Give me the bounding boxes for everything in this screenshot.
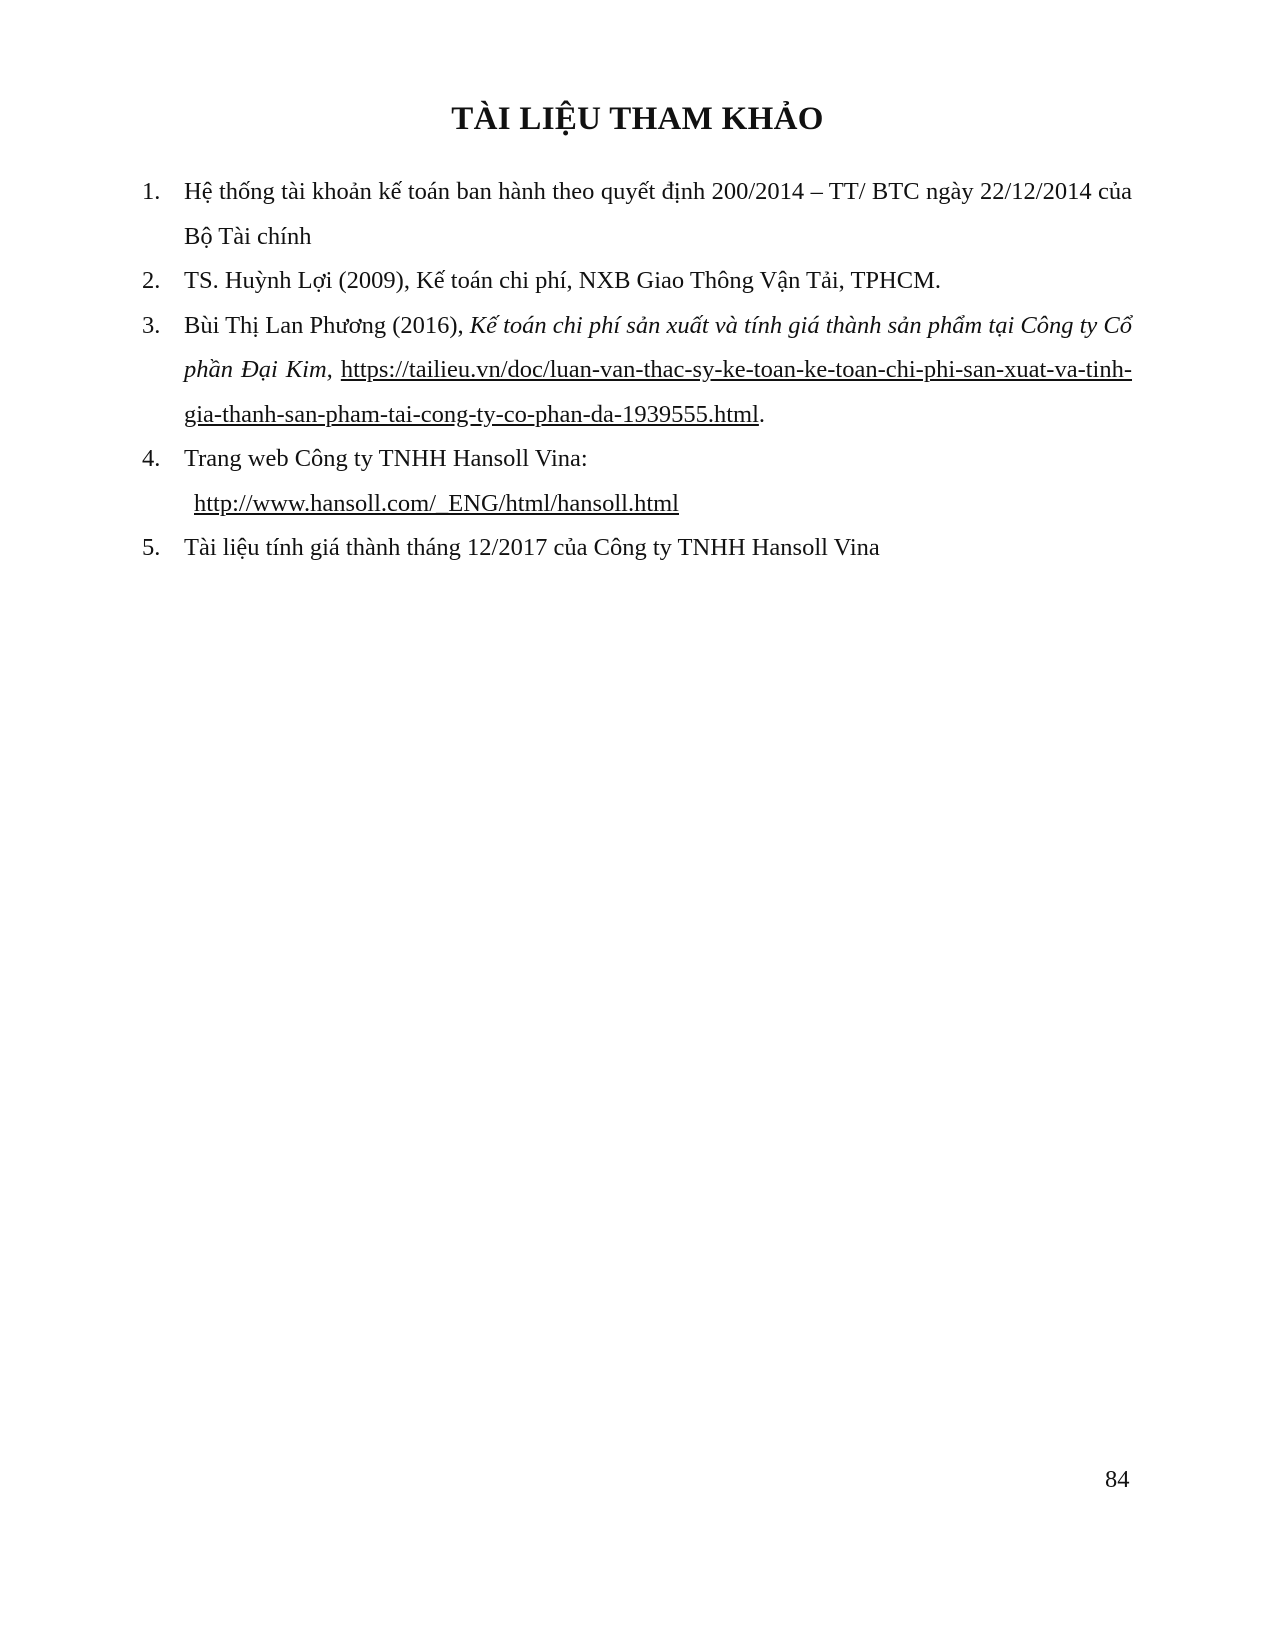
reference-number: 3. — [142, 311, 161, 339]
page-number: 84 — [1105, 1466, 1130, 1493]
reference-number: 4. — [142, 445, 161, 472]
reference-item-2 — [142, 259, 1132, 304]
reference-end-punct: . — [758, 400, 766, 428]
reference-text: TS. Huỳnh Lợi (2009), Kế toán chi phí, NXB Giao Thông Vận Tải, TPHCM. — [184, 267, 941, 294]
page-title: TÀI LIỆU THAM KHẢO — [451, 101, 824, 137]
reference-author: Bùi Thị Lan Phương (2016), — [184, 311, 464, 339]
reference-title: Kế toán chi phí sản xuất và tính giá thành sản phẩm tại Công ty Cổ phần Đại Kim, — [184, 311, 1132, 383]
reference-number: 5. — [142, 534, 161, 561]
reference-link[interactable]: https://tailieu.vn/doc/luan-van-thac-sy-ke-toan-ke-toan-chi-phi-san-xuat-va-tinh-gia-thanh-san-pham-tai-cong-ty-co-phan-da-1939555.html — [184, 356, 1133, 428]
reference-text: Trang web Công ty TNHH Hansoll Vina: — [184, 445, 588, 472]
hansoll-website-link[interactable]: http://www.hansoll.com/_ENG/html/hansoll.html — [194, 489, 679, 517]
reference-item-3 — [142, 304, 1132, 438]
reference-text: Hệ thống tài khoản kế toán ban hành theo quyết định 200/2014 – TT/ BTC ngày 22/12/2014 của Bộ Tài chính — [184, 178, 1132, 250]
reference-item-5 — [142, 526, 1132, 571]
reference-text — [184, 304, 1132, 438]
reference-number: 2. — [142, 267, 161, 294]
reference-text: Tài liệu tính giá thành tháng 12/2017 của Công ty TNHH Hansoll Vina — [184, 534, 880, 561]
reference-item-1 — [142, 170, 1132, 259]
reference-item-4 — [142, 437, 1132, 526]
reference-list — [142, 170, 1132, 571]
reference-number: 1. — [142, 178, 161, 205]
